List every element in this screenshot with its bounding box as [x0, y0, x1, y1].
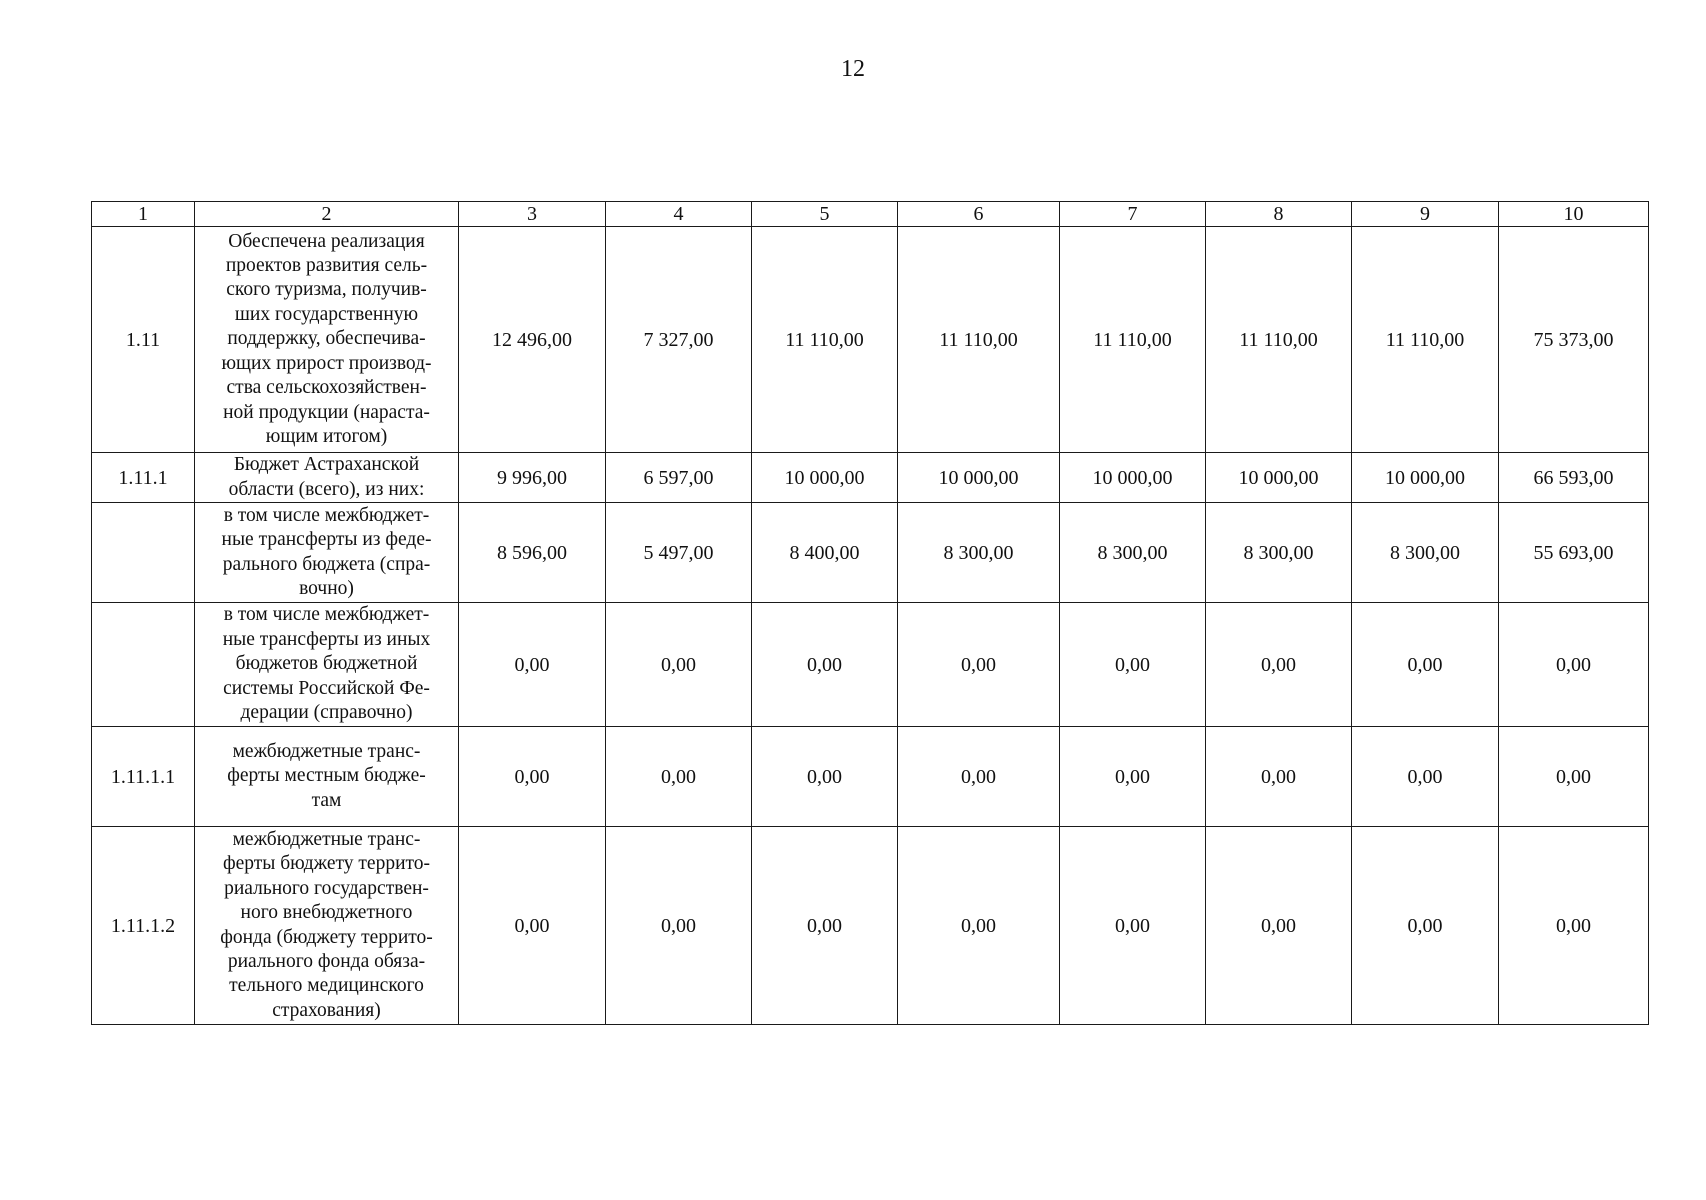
- value-cell: 66 593,00: [1499, 453, 1649, 503]
- value-cell: 0,00: [898, 727, 1060, 827]
- value-cell: 0,00: [1499, 827, 1649, 1025]
- value-cell: 0,00: [1206, 603, 1352, 727]
- value-cell: 0,00: [606, 603, 752, 727]
- value-cell: 8 300,00: [1060, 503, 1206, 603]
- row-code: [92, 503, 195, 603]
- column-number-row: [92, 202, 1649, 227]
- table-row: [92, 727, 1649, 827]
- column-number: 10: [1499, 202, 1649, 227]
- column-number: 2: [195, 202, 459, 227]
- column-number: 9: [1352, 202, 1499, 227]
- value-cell: 5 497,00: [606, 503, 752, 603]
- column-number: 7: [1060, 202, 1206, 227]
- value-cell: 6 597,00: [606, 453, 752, 503]
- value-cell: 0,00: [1060, 827, 1206, 1025]
- column-number: 5: [752, 202, 898, 227]
- page-number: 12: [841, 56, 865, 82]
- value-cell: 8 596,00: [459, 503, 606, 603]
- value-cell: 0,00: [459, 827, 606, 1025]
- column-number: 8: [1206, 202, 1352, 227]
- value-cell: 10 000,00: [752, 453, 898, 503]
- row-description: межбюджетные транс- ферты бюджету террито- риального государствен- ного внебюджетного фонда (бюджету террито- риального фонда обяза- тельного медицинского страхования): [195, 827, 459, 1025]
- table-row: [92, 503, 1649, 603]
- value-cell: 8 400,00: [752, 503, 898, 603]
- value-cell: 0,00: [1352, 727, 1499, 827]
- value-cell: 55 693,00: [1499, 503, 1649, 603]
- table-row: [92, 227, 1649, 453]
- row-code: 1.11.1.2: [92, 827, 195, 1025]
- value-cell: 10 000,00: [898, 453, 1060, 503]
- value-cell: 0,00: [1499, 603, 1649, 727]
- value-cell: 11 110,00: [1352, 227, 1499, 453]
- value-cell: 12 496,00: [459, 227, 606, 453]
- value-cell: 0,00: [898, 827, 1060, 1025]
- row-description: в том числе межбюджет- ные трансферты из феде- рального бюджета (спра- вочно): [195, 503, 459, 603]
- column-number: 4: [606, 202, 752, 227]
- value-cell: 10 000,00: [1206, 453, 1352, 503]
- value-cell: 0,00: [1060, 727, 1206, 827]
- value-cell: 0,00: [1499, 727, 1649, 827]
- value-cell: 8 300,00: [1206, 503, 1352, 603]
- value-cell: 8 300,00: [898, 503, 1060, 603]
- row-description: Бюджет Астраханской области (всего), из них:: [195, 453, 459, 503]
- value-cell: 75 373,00: [1499, 227, 1649, 453]
- value-cell: 11 110,00: [898, 227, 1060, 453]
- row-description: межбюджетные транс- ферты местным бюдже- там: [195, 727, 459, 827]
- column-number: 3: [459, 202, 606, 227]
- value-cell: 0,00: [752, 603, 898, 727]
- table-row: [92, 827, 1649, 1025]
- table-row: [92, 453, 1649, 503]
- value-cell: 10 000,00: [1352, 453, 1499, 503]
- row-code: [92, 603, 195, 727]
- column-number: 1: [92, 202, 195, 227]
- row-description: Обеспечена реализация проектов развития сель- ского туризма, получив- ших государственную поддержку, обеспечива- ющих прирост производ- ства сельскохозяйствен- ной продукции (нараста- ющим итогом): [195, 227, 459, 453]
- value-cell: 8 300,00: [1352, 503, 1499, 603]
- value-cell: 0,00: [606, 727, 752, 827]
- column-number: 6: [898, 202, 1060, 227]
- value-cell: 0,00: [1206, 727, 1352, 827]
- value-cell: 7 327,00: [606, 227, 752, 453]
- row-code: 1.11.1: [92, 453, 195, 503]
- value-cell: 0,00: [1060, 603, 1206, 727]
- value-cell: 0,00: [1352, 603, 1499, 727]
- row-code: 1.11: [92, 227, 195, 453]
- value-cell: 11 110,00: [752, 227, 898, 453]
- value-cell: 9 996,00: [459, 453, 606, 503]
- value-cell: 11 110,00: [1206, 227, 1352, 453]
- budget-table: [91, 201, 1649, 1025]
- value-cell: 0,00: [459, 603, 606, 727]
- table-row: [92, 603, 1649, 727]
- value-cell: 0,00: [752, 827, 898, 1025]
- value-cell: 0,00: [752, 727, 898, 827]
- value-cell: 0,00: [459, 727, 606, 827]
- row-description: в том числе межбюджет- ные трансферты из иных бюджетов бюджетной системы Российской Фе- дерации (справочно): [195, 603, 459, 727]
- row-code: 1.11.1.1: [92, 727, 195, 827]
- value-cell: 0,00: [1352, 827, 1499, 1025]
- value-cell: 0,00: [898, 603, 1060, 727]
- value-cell: 0,00: [606, 827, 752, 1025]
- value-cell: 0,00: [1206, 827, 1352, 1025]
- value-cell: 11 110,00: [1060, 227, 1206, 453]
- value-cell: 10 000,00: [1060, 453, 1206, 503]
